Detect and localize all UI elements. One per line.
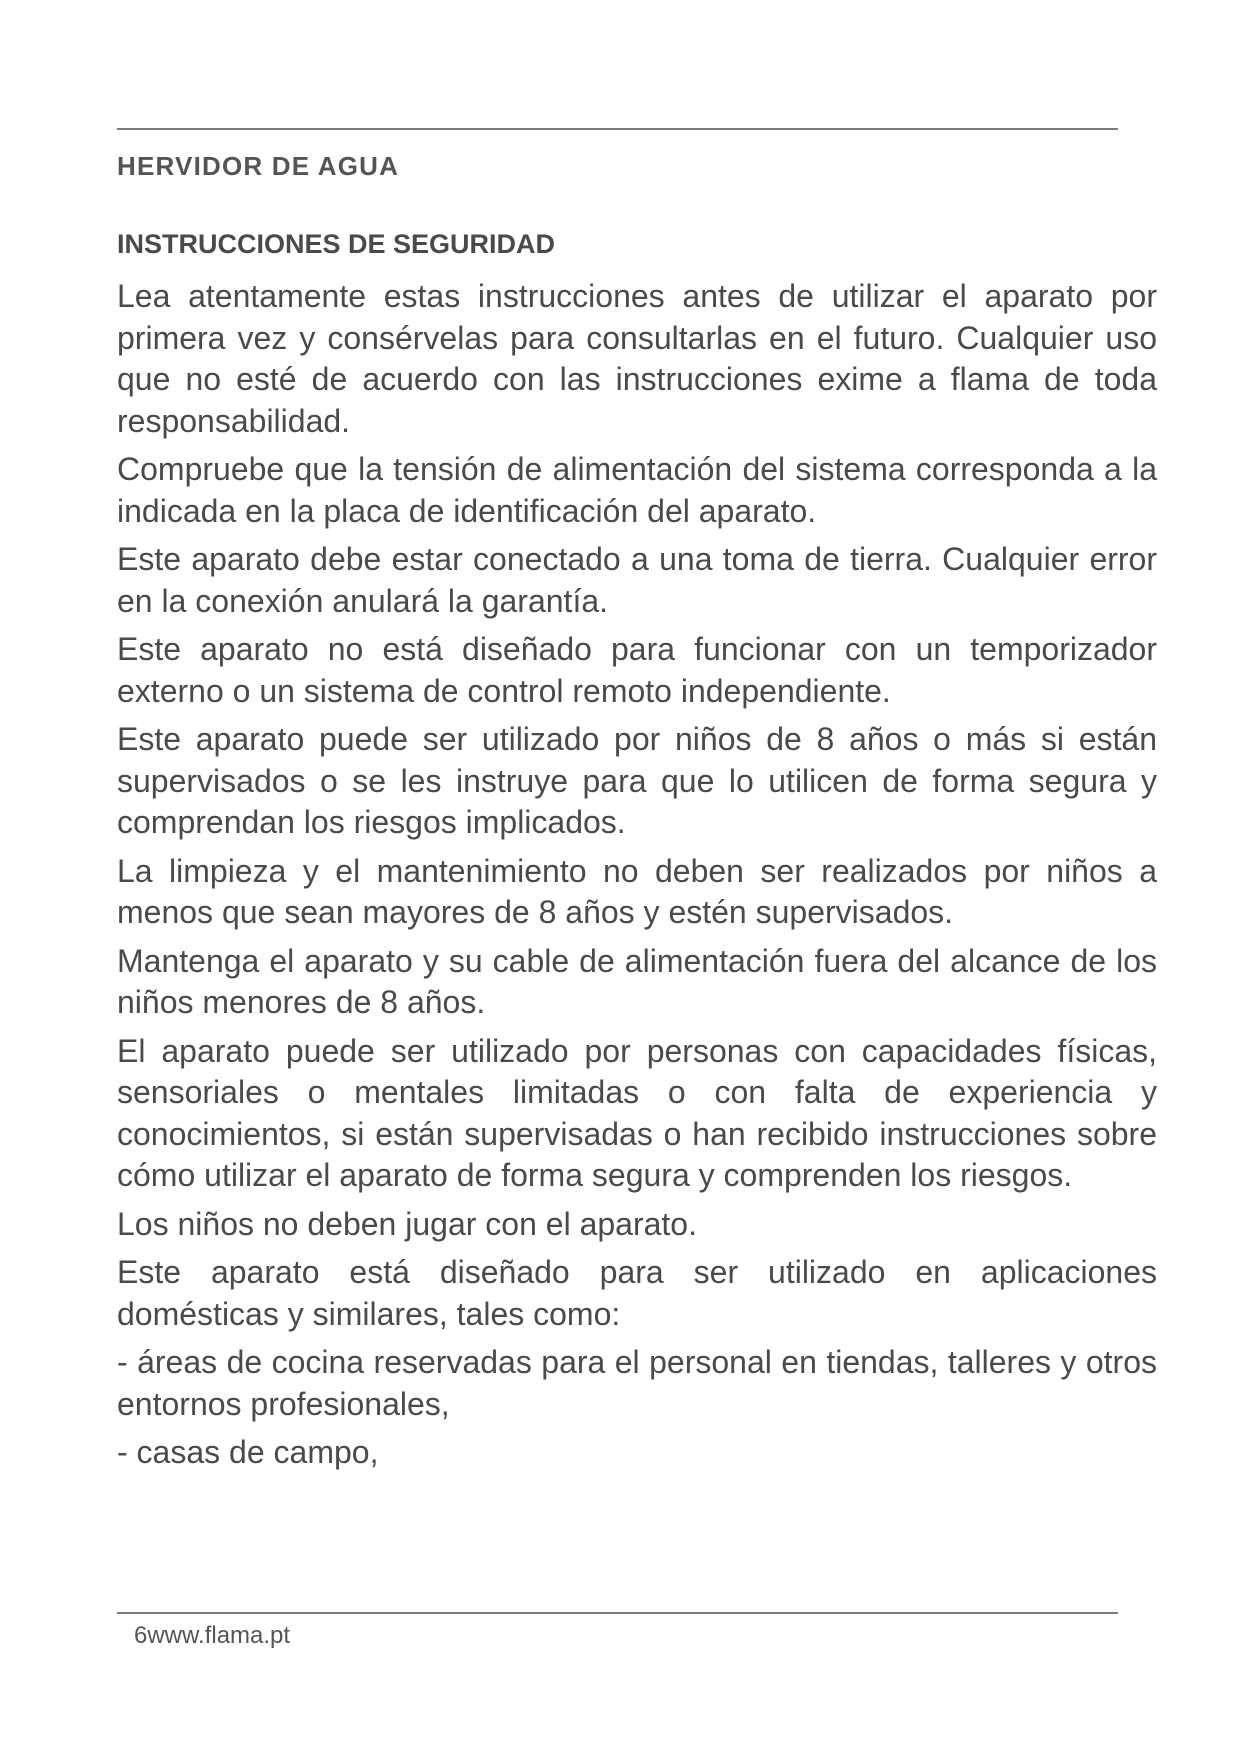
footer-rule (117, 1612, 1118, 1614)
paragraph-read-instructions: Lea atentamente estas instrucciones antes de utilizar el aparato por primera vez y consérvelas para consultarlas en el futuro. Cualquier uso que no esté de acuerdo con las instrucciones exime a flama de toda responsabilidad. (117, 278, 1157, 439)
header-rule (117, 128, 1118, 130)
paragraph-earth-connection: Este aparato debe estar conectado a una toma de tierra. Cualquier error en la conexión anulará la garantía. (117, 541, 1157, 619)
footer-page-url: 6www.flama.pt (134, 1622, 291, 1649)
paragraph-children-use: Este aparato puede ser utilizado por niños de 8 años o más si están supervisados o se les instruye para que lo utilicen de forma segura y comprendan los riesgos implicados. (117, 721, 1157, 840)
list-item-kitchen-areas: - áreas de cocina reservadas para el personal en tiendas, talleres y otros entornos profesionales, (117, 1344, 1157, 1422)
paragraph-voltage-check: Compruebe que la tensión de alimentación del sistema corresponda a la indicada en la placa de identificación del aparato. (117, 451, 1157, 529)
paragraph-cleaning: La limpieza y el mantenimiento no deben ser realizados por niños a menos que sean mayores de 8 años y estén supervisados. (117, 852, 1157, 930)
paragraph-reduced-capacities: El aparato puede ser utilizado por personas con capacidades físicas, sensoriales o mentales limitadas o con falta de experiencia y conocimientos, si están supervisadas o han recibido instrucciones sobre cómo utilizar el aparato de forma segura y comprenden los riesgos. (117, 1032, 1157, 1193)
paragraph-no-timer: Este aparato no está diseñado para funcionar con un temporizador externo o un sistema de control remoto independiente. (117, 631, 1157, 709)
paragraph-cable-reach: Mantenga el aparato y su cable de alimentación fuera del alcance de los niños menores de 8 años. (117, 942, 1157, 1020)
document-body (117, 222, 1167, 1481)
paragraph-domestic-use: Este aparato está diseñado para ser utilizado en aplicaciones domésticas y similares, tales como: (117, 1254, 1157, 1332)
document-header-title: HERVIDOR DE AGUA (117, 151, 400, 181)
paragraph-no-play: Los niños no deben jugar con el aparato. (117, 1205, 697, 1242)
list-item-farm-houses: - casas de campo, (117, 1434, 379, 1470)
section-title: INSTRUCCIONES DE SEGURIDAD (117, 229, 556, 259)
